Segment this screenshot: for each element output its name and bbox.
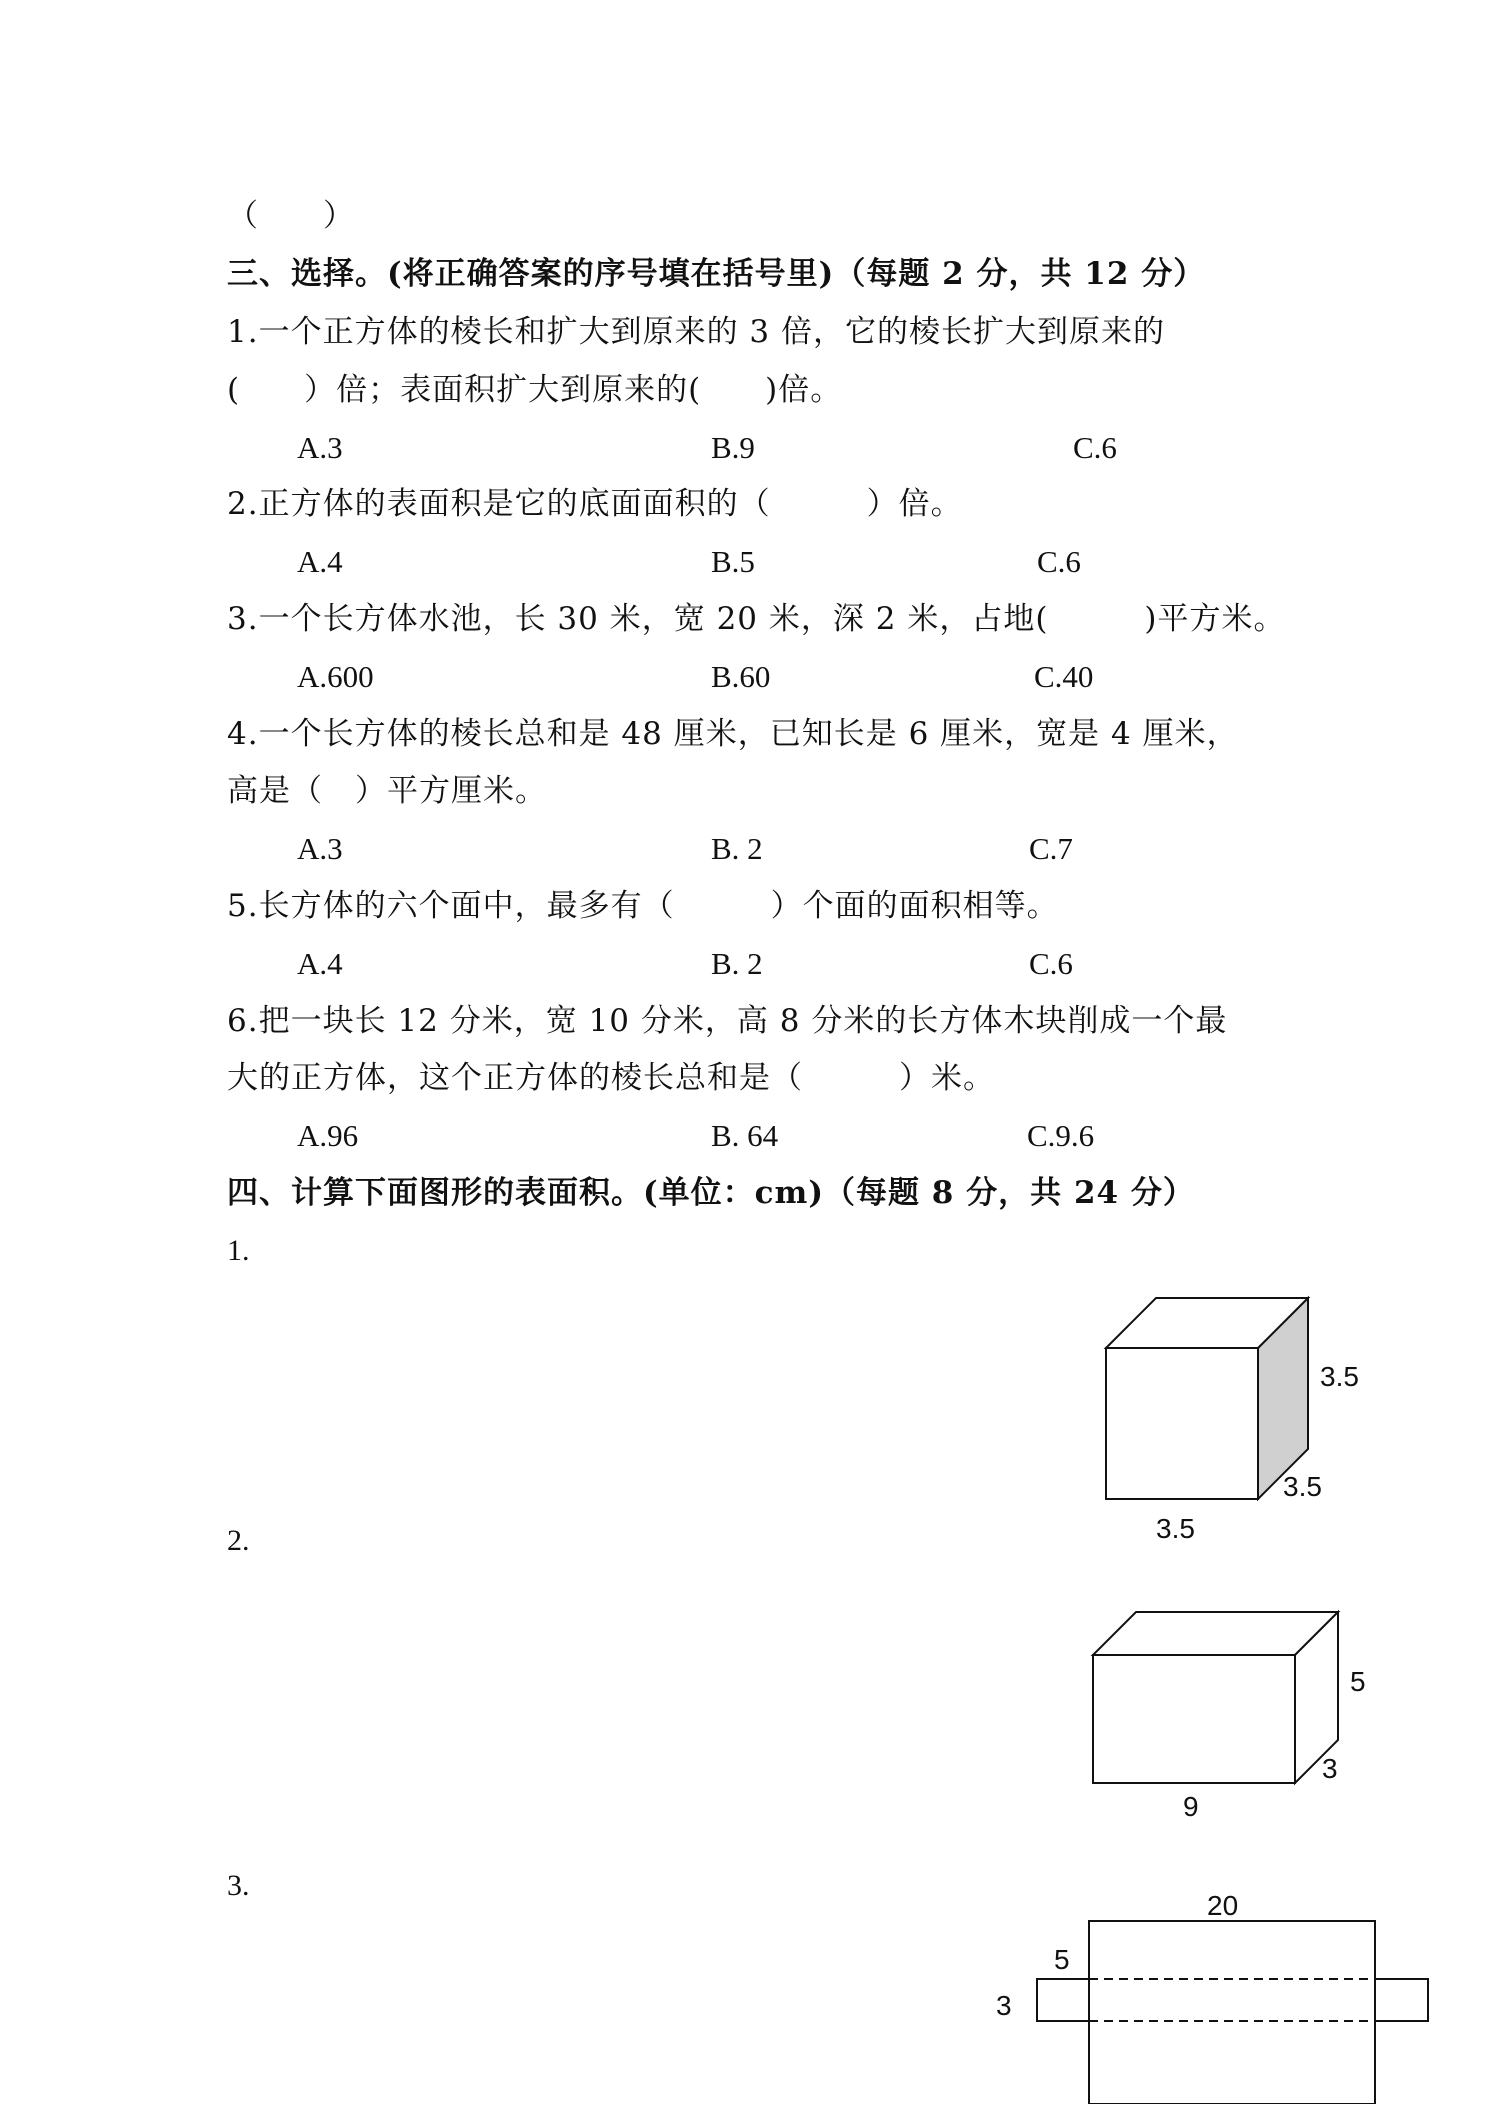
net-top-label: 20 — [1207, 1890, 1239, 1921]
q1-option-a: A.3 — [297, 430, 343, 465]
q1-option-b: B.9 — [711, 430, 755, 465]
net-figure — [1037, 1921, 1428, 2104]
net-right-flap — [1375, 1979, 1428, 2021]
q2-option-b: B.5 — [711, 544, 755, 579]
net-left-flap — [1037, 1979, 1089, 2021]
cube-height-label: 3.5 — [1320, 1361, 1359, 1392]
problem-1-number: 1. — [227, 1234, 250, 1267]
q1-option-c: C.6 — [1073, 430, 1117, 465]
q4-option-b: B. 2 — [711, 831, 763, 866]
net-flap-label: 5 — [1054, 1944, 1070, 1975]
q4-option-a: A.3 — [297, 831, 343, 866]
cuboid-height-label: 5 — [1350, 1666, 1366, 1697]
cuboid-front-face — [1093, 1655, 1295, 1783]
q6-text-line-1: 6.把一块长 12 分米，宽 10 分米，高 8 分米的长方体木块削成一个最 — [227, 1003, 1228, 1039]
q6-option-c: C.9.6 — [1027, 1118, 1095, 1153]
q1-text-line-2: ( ）倍；表面积扩大到原来的( )倍。 — [227, 372, 843, 408]
q3-option-a: A.600 — [297, 659, 374, 694]
q6-text-line-2: 大的正方体，这个正方体的棱长总和是（ ）米。 — [227, 1060, 995, 1096]
problem-3-number: 3. — [227, 1869, 250, 1902]
q5-option-a: A.4 — [297, 946, 343, 981]
q3-option-b: B.60 — [711, 659, 771, 694]
q2-option-a: A.4 — [297, 544, 343, 579]
cube-width-label: 3.5 — [1156, 1513, 1195, 1544]
cuboid-width-label: 9 — [1183, 1791, 1199, 1822]
cuboid-depth-label: 3 — [1322, 1753, 1338, 1784]
q3-text: 3.一个长方体水池，长 30 米，宽 20 米，深 2 米，占地( )平方米。 — [227, 601, 1286, 637]
q1-text-line-1: 1.一个正方体的棱长和扩大到原来的 3 倍，它的棱长扩大到原来的 — [227, 314, 1166, 350]
cube-figure — [1106, 1298, 1308, 1499]
q4-text-line-2: 高是（ ）平方厘米。 — [227, 773, 547, 809]
net-main-rect — [1089, 1921, 1375, 2104]
problem-2-number: 2. — [227, 1524, 250, 1557]
q2-option-c: C.6 — [1037, 544, 1081, 579]
cuboid-figure — [1093, 1612, 1338, 1783]
q5-text: 5.长方体的六个面中，最多有（ ）个面的面积相等。 — [227, 888, 1059, 924]
cube-front-face — [1106, 1348, 1258, 1499]
q3-option-c: C.40 — [1034, 659, 1094, 694]
q2-text: 2.正方体的表面积是它的底面面积的（ ）倍。 — [227, 486, 963, 522]
q5-option-b: B. 2 — [711, 946, 763, 981]
net-side-label: 3 — [996, 1990, 1012, 2021]
section-3-heading: 三、选择。(将正确答案的序号填在括号里)（每题 2 分，共 12 分） — [227, 256, 1206, 292]
q4-option-c: C.7 — [1029, 831, 1073, 866]
section-4-heading: 四、计算下面图形的表面积。(单位：cm)（每题 8 分，共 24 分） — [227, 1175, 1195, 1211]
top-answer-paren: （ ） — [227, 198, 355, 234]
q6-option-b: B. 64 — [711, 1118, 779, 1153]
q5-option-c: C.6 — [1029, 946, 1073, 981]
cube-depth-label: 3.5 — [1283, 1471, 1322, 1502]
q4-text-line-1: 4.一个长方体的棱长总和是 48 厘米，已知长是 6 厘米，宽是 4 厘米， — [227, 716, 1239, 752]
q6-option-a: A.96 — [297, 1118, 359, 1153]
